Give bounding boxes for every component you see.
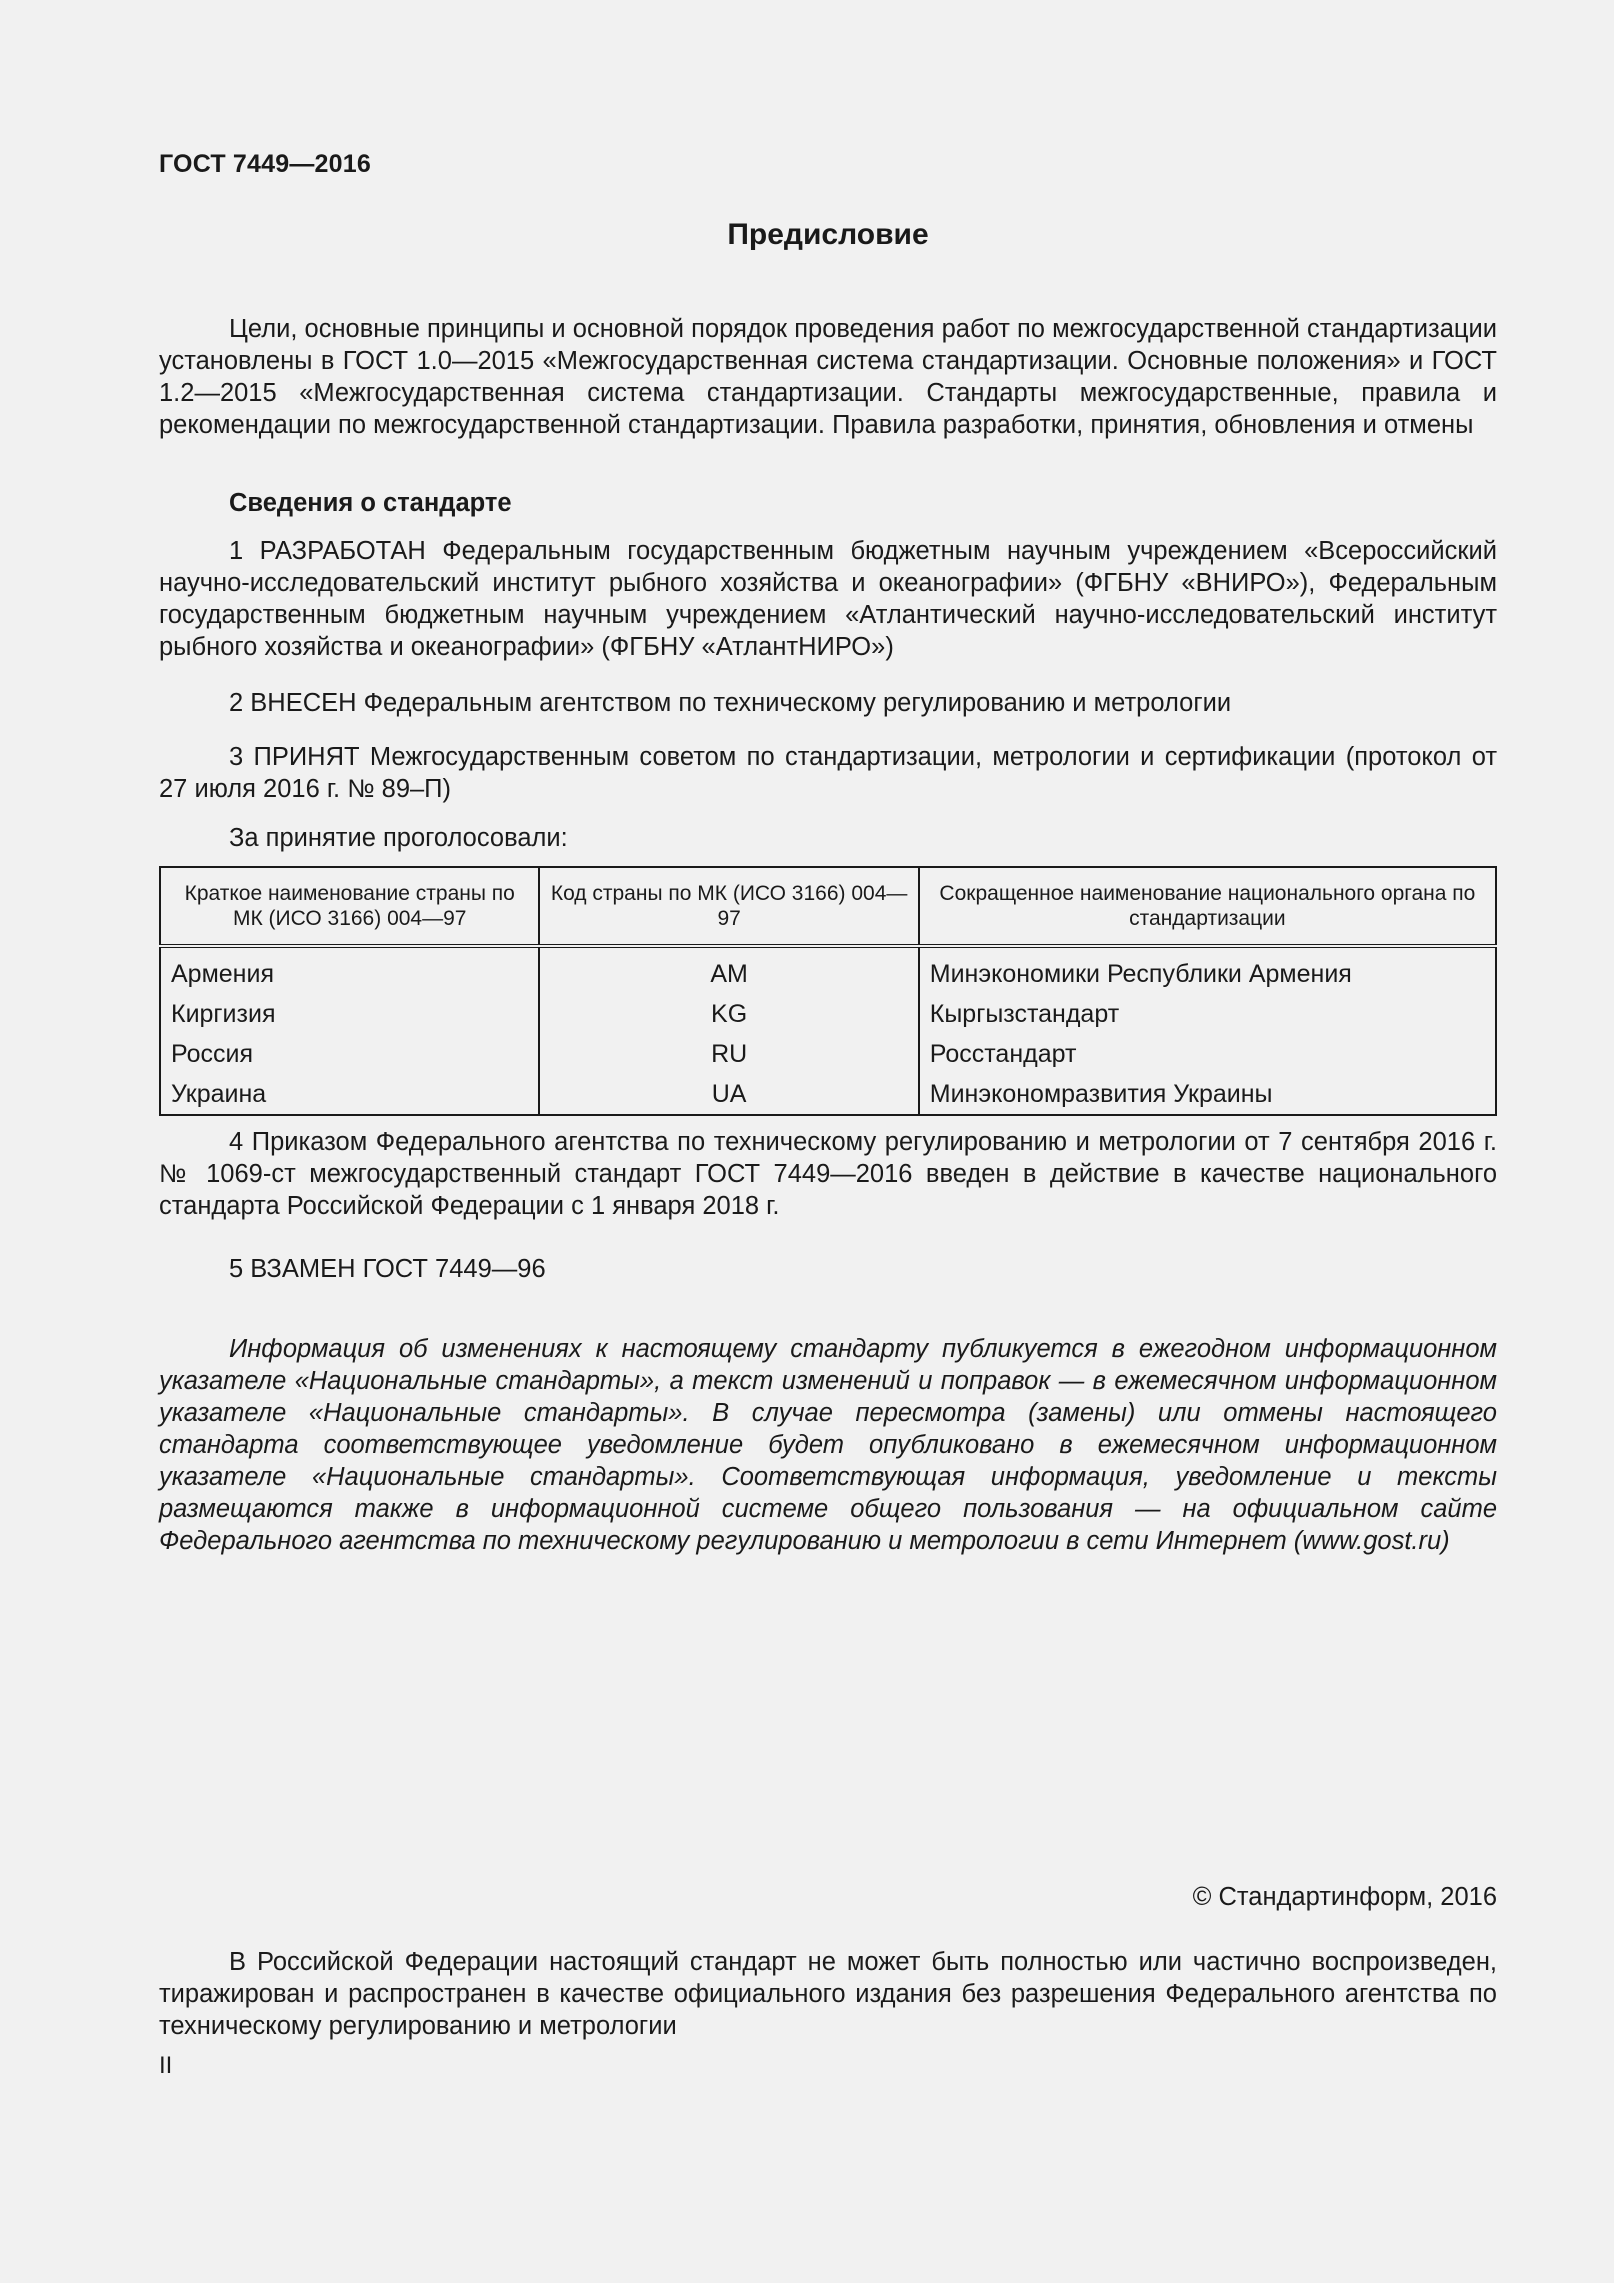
item-adopted-by: 3 ПРИНЯТ Межгосударственным советом по стандартизации, метрологии и сертификации (протокол от 27 июля 2016 г. № 89–П) xyxy=(159,743,1497,803)
cell-country: Россия xyxy=(160,1034,539,1074)
vote-intro: За принятие проголосовали: xyxy=(229,824,568,852)
item-replaces: 5 ВЗАМЕН ГОСТ 7449—96 xyxy=(229,1255,546,1283)
cell-country: Армения xyxy=(160,946,539,994)
intro-paragraph: Цели, основные принципы и основной порядок проведения работ по межгосударственной стандартизации установлены в ГОСТ 1.0—2015 «Межгосударственная система стандартизации. Основные положения» и ГОСТ 1.2—2015 «Межгосударственная система стандартизации. Стандарты межгосударственные, правила и рекомендации по межгосударственной стандартизации. Правила разработки, принятия, обновления и отмены xyxy=(159,315,1497,439)
votes-table xyxy=(159,866,1497,1116)
cell-body: Минэкономики Республики Армения xyxy=(919,946,1496,994)
info-note: Информация об изменениях к настоящему стандарту публикуется в ежегодном информационном указателе «Национальные стандарты», а текст изменений и поправок — в ежемесячном информационном указателе «Национальные стандарты». В случае пересмотра (замены) или отмены настоящего стандарта соответствующее уведомление будет опубликовано в ежемесячном информационном указателе «Национальные стандарты». Соответствующая информация, уведомление и тексты размещаются также в информационной системе общего пользования — на официальном сайте Федерального агентства по техническому регулированию и метрологии в сети Интернет (www.gost.ru) xyxy=(159,1335,1497,1555)
item-enacted-by: 4 Приказом Федерального агентства по техническому регулированию и метрологии от 7 сентября 2016 г. № 1069-ст межгосударственный стандарт ГОСТ 7449—2016 введен в действие в качестве национального стандарта Российской Федерации с 1 января 2018 г. xyxy=(159,1128,1497,1220)
cell-code: RU xyxy=(539,1034,918,1074)
cell-body: Кыргызстандарт xyxy=(919,994,1496,1034)
column-header-country: Краткое наименование страны по МК (ИСО 3166) 004—97 xyxy=(160,867,539,946)
table-row xyxy=(160,946,1496,994)
section-heading: Сведения о стандарте xyxy=(229,489,512,517)
rights-note: В Российской Федерации настоящий стандарт не может быть полностью или частично воспроизведен, тиражирован и распространен в качестве официального издания без разрешения Федерального агентства по техническому регулированию и метрологии xyxy=(159,1948,1497,2040)
item-developed-by: 1 РАЗРАБОТАН Федеральным государственным бюджетным научным учреждением «Всероссийский научно-исследовательский институт рыбного хозяйства и океанографии» (ФГБНУ «ВНИРО»), Федеральным государственным бюджетным научным учреждением «Атлантический научно-исследовательский институт рыбного хозяйства и океанографии» (ФГБНУ «АтлантНИРО») xyxy=(159,537,1497,661)
column-header-body: Сокращенное наименование национального органа по стандартизации xyxy=(919,867,1496,946)
cell-code: AM xyxy=(539,946,918,994)
table-row xyxy=(160,1034,1496,1074)
document-code: ГОСТ 7449—2016 xyxy=(159,150,371,178)
cell-body: Минэкономразвития Украины xyxy=(919,1074,1496,1115)
table-header-row xyxy=(160,867,1496,946)
column-header-code: Код страны по МК (ИСО 3166) 004—97 xyxy=(539,867,918,946)
table-row xyxy=(160,1074,1496,1115)
document-page xyxy=(159,0,1497,2283)
cell-code: KG xyxy=(539,994,918,1034)
table-row xyxy=(160,994,1496,1034)
page-number: II xyxy=(159,2052,173,2079)
item-submitted-by: 2 ВНЕСЕН Федеральным агентством по техническому регулированию и метрологии xyxy=(229,689,1232,717)
cell-code: UA xyxy=(539,1074,918,1115)
page-title: Предисловие xyxy=(727,218,929,251)
cell-country: Киргизия xyxy=(160,994,539,1034)
cell-body: Росстандарт xyxy=(919,1034,1496,1074)
copyright: © Стандартинформ, 2016 xyxy=(1192,1883,1497,1911)
cell-country: Украина xyxy=(160,1074,539,1115)
